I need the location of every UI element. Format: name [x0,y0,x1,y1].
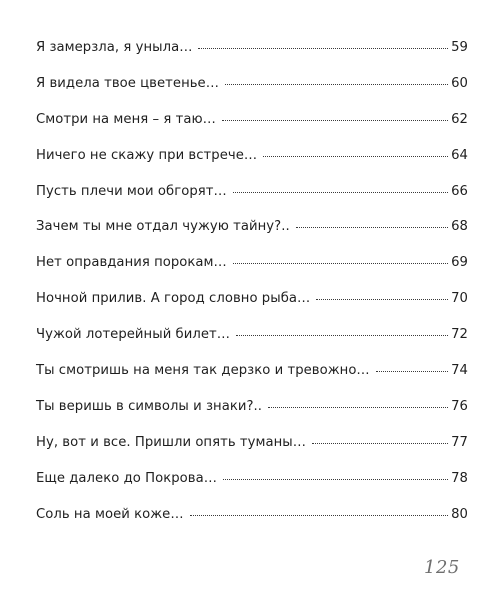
toc-entry [36,184,468,220]
toc-entry-page: 59 [451,40,468,55]
toc-entry [36,507,468,543]
toc-entry-title: Пусть плечи мои обгорят… [36,183,227,199]
dot-leader [236,335,448,336]
toc-entry [36,435,468,471]
dot-leader [296,227,448,228]
toc-entry-title: Смотри на меня – я таю… [36,111,216,127]
toc-entry-page: 70 [451,291,468,307]
toc-entry-page: 80 [451,506,468,522]
dot-leader [198,48,448,49]
toc-entry [36,219,468,255]
toc-entry-page: 77 [451,434,468,450]
toc-entry [36,40,468,76]
dot-leader [233,192,448,193]
dot-leader [263,156,448,157]
dot-leader [225,84,448,85]
page-number: 125 [424,557,460,578]
dot-leader [190,515,449,516]
dot-leader [233,263,448,264]
toc-entry-title: Я замерзла, я уныла… [36,40,193,55]
dot-leader [268,407,448,408]
toc-entry-page: 68 [451,219,468,235]
toc-entry-title: Ты смотришь на меня так дерзко и тревожно… [36,363,370,379]
dot-leader [223,479,448,480]
toc-entry [36,291,468,327]
toc-entry [36,112,468,148]
toc-entry-title: Ночной прилив. А город словно рыба… [36,291,311,307]
toc-entry-title: Зачем ты мне отдал чужую тайну?.. [36,219,290,235]
toc-entry [36,471,468,507]
toc-entry-title: Чужой лотерейный билет… [36,327,230,343]
toc-entry-page: 76 [451,398,468,414]
toc-entry-page: 78 [451,470,468,486]
toc-entry [36,399,468,435]
toc-entry [36,255,468,291]
toc-entry-title: Нет оправдания порокам… [36,255,227,271]
toc-entry-page: 69 [451,255,468,271]
toc-entry-title: Соль на моей коже… [36,506,184,522]
toc-entry-title: Ну, вот и все. Пришли опять туманы… [36,434,306,450]
table-of-contents [36,40,468,542]
dot-leader [222,120,448,121]
toc-entry [36,148,468,184]
dot-leader [376,371,448,372]
toc-entry-title: Еще далеко до Покрова… [36,470,217,486]
toc-entry [36,76,468,112]
toc-entry-page: 60 [451,75,468,91]
toc-entry-title: Ничего не скажу при встрече… [36,147,258,163]
dot-leader [316,299,448,300]
toc-entry [36,363,468,399]
dot-leader [312,443,448,444]
toc-entry-page: 62 [451,111,468,127]
toc-entry-title: Ты веришь в символы и знаки?.. [36,398,263,414]
toc-entry [36,327,468,363]
toc-entry-page: 64 [451,147,468,163]
toc-entry-page: 72 [451,327,468,343]
toc-entry-page: 66 [451,183,468,199]
toc-entry-page: 74 [451,363,468,379]
toc-entry-title: Я видела твое цветенье… [36,75,219,91]
